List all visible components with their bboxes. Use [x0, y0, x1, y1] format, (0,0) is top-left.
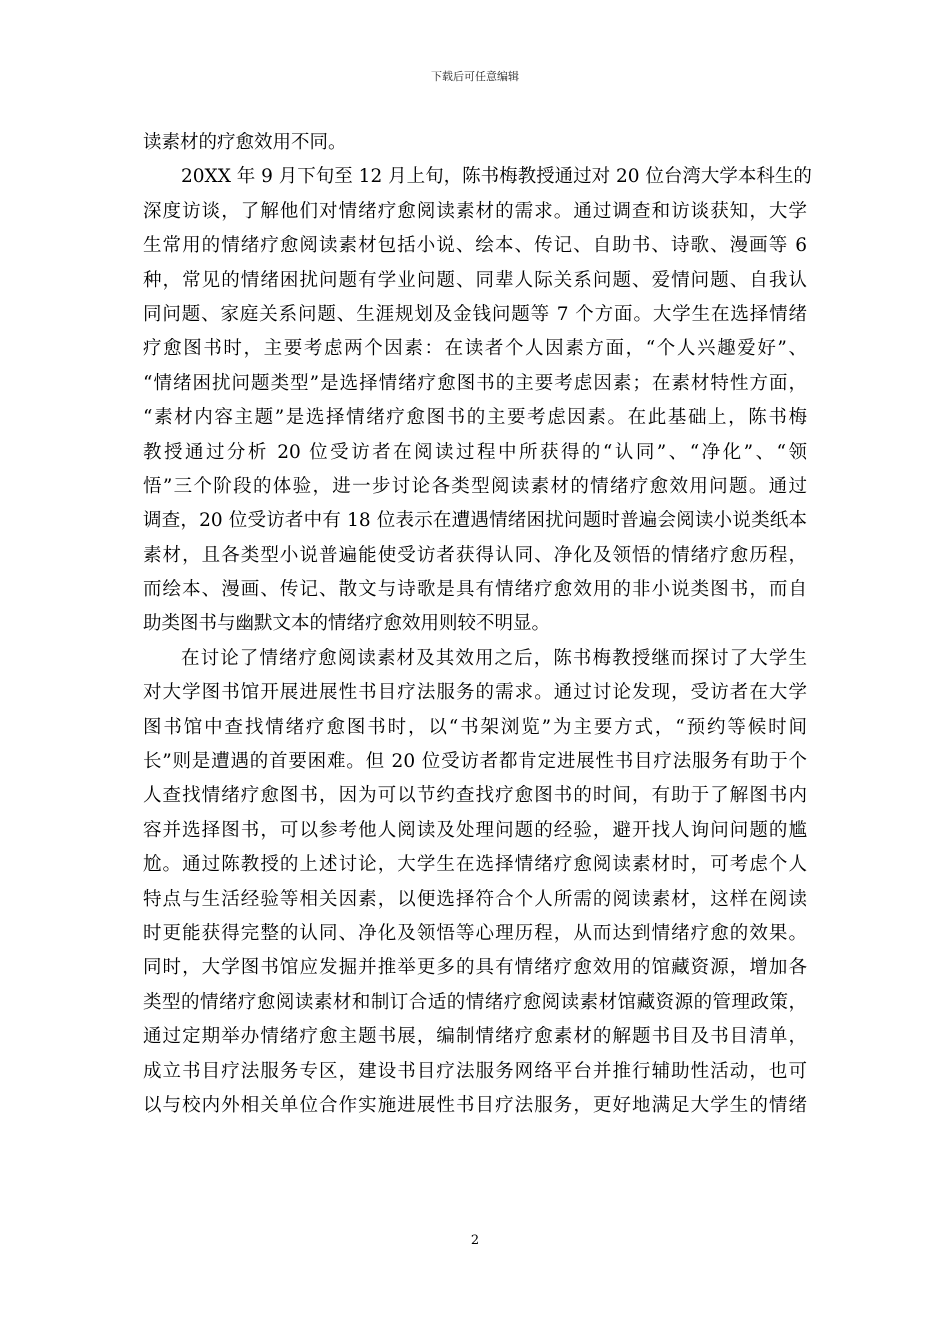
text-line: 特点与生活经验等相关因素，以便选择符合个人所需的阅读素材，这样在阅读 — [143, 888, 807, 910]
text-line: 生常用的情绪疗愈阅读素材包括小说、绘本、传记、自助书、诗歌、漫画等 6 — [143, 235, 807, 257]
page-header: 下载后可任意编辑 — [431, 70, 519, 83]
text-line: 种，常见的情绪困扰问题有学业问题、同辈人际关系问题、爱情问题、自我认 — [143, 269, 807, 291]
paragraph — [143, 126, 807, 160]
text-line: 尬。通过陈教授的上述讨论，大学生在选择情绪疗愈阅读素材时，可考虑个人 — [143, 854, 807, 876]
text-line: 类型的情绪疗愈阅读素材和制订合适的情绪疗愈阅读素材馆藏资源的管理政策， — [143, 991, 807, 1013]
text-line: 20XX 年 9 月下旬至 12 月上旬，陈书梅教授通过对 20 位台湾大学本科生的 — [181, 166, 812, 188]
paragraph — [143, 160, 812, 641]
text-line: 悟”三个阶段的体验，进一步讨论各类型阅读素材的情绪疗愈效用问题。通过 — [143, 475, 807, 497]
text-line: 素材，且各类型小说普遍能使受访者获得认同、净化及领悟的情绪疗愈历程， — [143, 544, 807, 566]
text-line: 同问题、家庭关系问题、生涯规划及金钱问题等 7 个方面。大学生在选择情绪 — [143, 303, 807, 325]
text-line: 而绘本、漫画、传记、散文与诗歌是具有情绪疗愈效用的非小说类图书，而自 — [143, 579, 807, 601]
body-text — [143, 126, 812, 1123]
text-line: “情绪困扰问题类型”是选择情绪疗愈图书的主要考虑因素；在素材特性方面， — [143, 372, 807, 394]
text-line: 助类图书与幽默文本的情绪疗愈效用则较不明显。 — [143, 613, 551, 635]
text-line: 以与校内外相关单位合作实施进展性书目疗法服务，更好地满足大学生的情绪 — [143, 1094, 807, 1116]
text-line: 通过定期举办情绪疗愈主题书展，编制情绪疗愈素材的解题书目及书目清单， — [143, 1026, 807, 1048]
text-line: “素材内容主题”是选择情绪疗愈图书的主要考虑因素。在此基础上，陈书梅 — [143, 407, 807, 429]
text-line: 时更能获得完整的认同、净化及领悟等心理历程，从而达到情绪疗愈的效果。 — [143, 922, 807, 944]
paragraph — [143, 642, 807, 1123]
text-line: 深度访谈，了解他们对情绪疗愈阅读素材的需求。通过调查和访谈获知，大学 — [143, 200, 807, 222]
text-line: 人查找情绪疗愈图书，因为可以节约查找疗愈图书的时间，有助于了解图书内 — [143, 785, 807, 807]
text-line: 读素材的疗愈效用不同。 — [143, 132, 347, 153]
text-line: 图书馆中查找情绪疗愈图书时，以“书架浏览”为主要方式，“预约等候时间 — [143, 716, 807, 738]
text-line: 在讨论了情绪疗愈阅读素材及其效用之后，陈书梅教授继而探讨了大学生 — [181, 647, 807, 669]
text-line: 调查，20 位受访者中有 18 位表示在遭遇情绪困扰问题时普遍会阅读小说类纸本 — [143, 510, 807, 532]
text-line: 成立书目疗法服务专区，建设书目疗法服务网络平台并推行辅助性活动，也可 — [143, 1060, 807, 1082]
text-line: 容并选择图书，可以参考他人阅读及处理问题的经验，避开找人询问问题的尴 — [143, 819, 807, 841]
page-number: 2 — [470, 1233, 480, 1248]
text-line: 长”则是遭遇的首要困难。但 20 位受访者都肯定进展性书目疗法服务有助于个 — [143, 751, 807, 773]
text-line: 同时，大学图书馆应发掘并推举更多的具有情绪疗愈效用的馆藏资源，增加各 — [143, 957, 807, 979]
text-line: 对大学图书馆开展进展性书目疗法服务的需求。通过讨论发现，受访者在大学 — [143, 682, 807, 704]
text-line: 教授通过分析 20 位受访者在阅读过程中所获得的“认同”、“净化”、“领 — [143, 441, 807, 463]
text-line: 疗愈图书时，主要考虑两个因素：在读者个人因素方面，“个人兴趣爱好”、 — [143, 338, 807, 360]
